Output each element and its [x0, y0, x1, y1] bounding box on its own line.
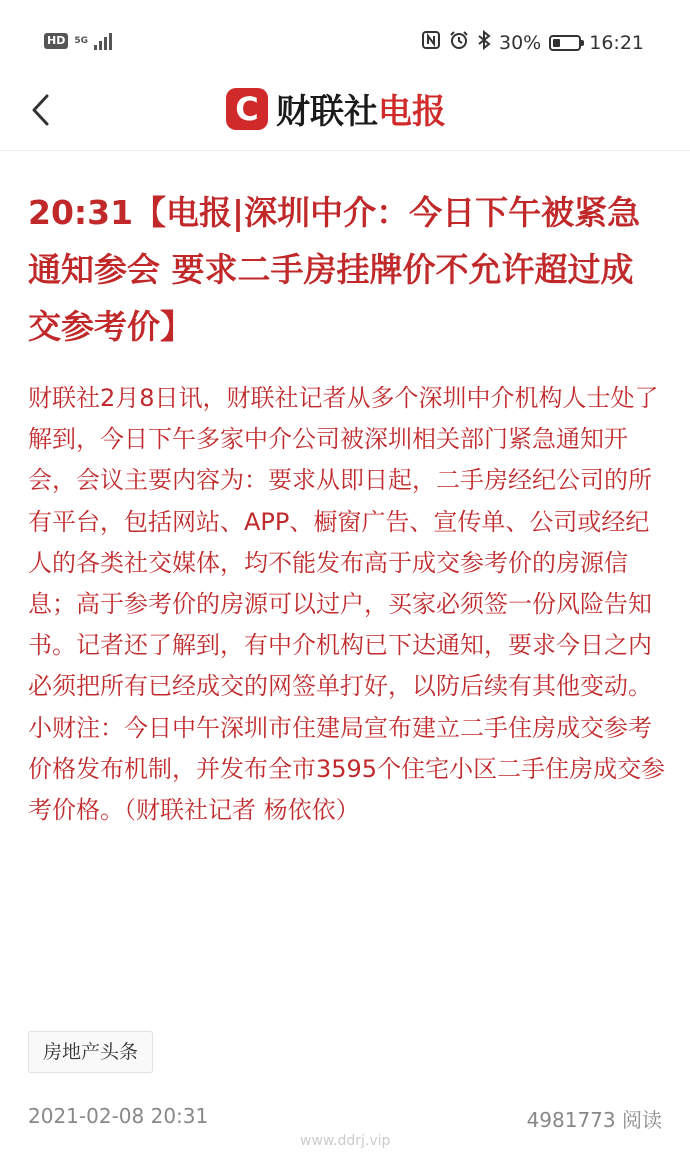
article-headline: 20:31【电报|深圳中介：今日下午被紧急通知参会 要求二手房挂牌价不允许超过成交参考价】: [28, 193, 641, 346]
logo-mark: C: [226, 88, 268, 130]
back-button[interactable]: [20, 90, 60, 130]
battery-fill: [553, 39, 560, 47]
status-bar-right: [421, 30, 644, 55]
status-bar: [0, 0, 690, 80]
hd-badge: HD: [44, 33, 68, 49]
read-count: 4981773 阅读: [526, 1108, 662, 1132]
battery-percent: 30%: [499, 31, 542, 54]
article-datetime: 2021-02-08 20:31: [28, 1104, 209, 1128]
alarm-icon: [449, 30, 469, 55]
signal-strength-icon: [94, 32, 112, 50]
watermark: www.ddrj.vip: [300, 1133, 391, 1149]
nfc-icon: [421, 30, 441, 55]
tag-chip[interactable]: 房地产头条: [28, 1031, 153, 1073]
back-arrow-icon: [30, 93, 50, 127]
logo-text-part2: 电报: [378, 92, 446, 132]
logo-text-part1: 财联社: [276, 92, 378, 132]
status-bar-left: [44, 32, 112, 50]
logo: [226, 84, 446, 133]
article-body: 财联社2月8日讯，财联社记者从多个深圳中介机构人士处了解到，今日下午多家中介公司被深圳相关部门紧急通知开会，会议主要内容为：要求从即日起，二手房经纪公司的所有平台，包括网站、APP、橱窗广告、宣传单、公司或经纪人的各类社交媒体，均不能发布高于成交参考价的房源信息；高于参考价的房源可以过户，买家必须签一份风险告知书。记者还了解到，有中介机构已下达通知，要求今日之内必须把所有已经成交的网签单打好，以防后续有其他变动。小财注：今日中午深圳市住建局宣布建立二手住房成交参考价格发布机制，并发布全市3595个住宅小区二手住房成交参考价格。（财联社记者 杨依依）: [28, 384, 666, 825]
app-header: [0, 80, 690, 151]
article-meta: [28, 1104, 662, 1133]
network-type-label: 5G: [74, 35, 88, 46]
status-time: 16:21: [589, 31, 644, 54]
logo-text: [276, 84, 446, 133]
battery-icon: [549, 35, 581, 51]
bluetooth-icon: [477, 30, 491, 55]
